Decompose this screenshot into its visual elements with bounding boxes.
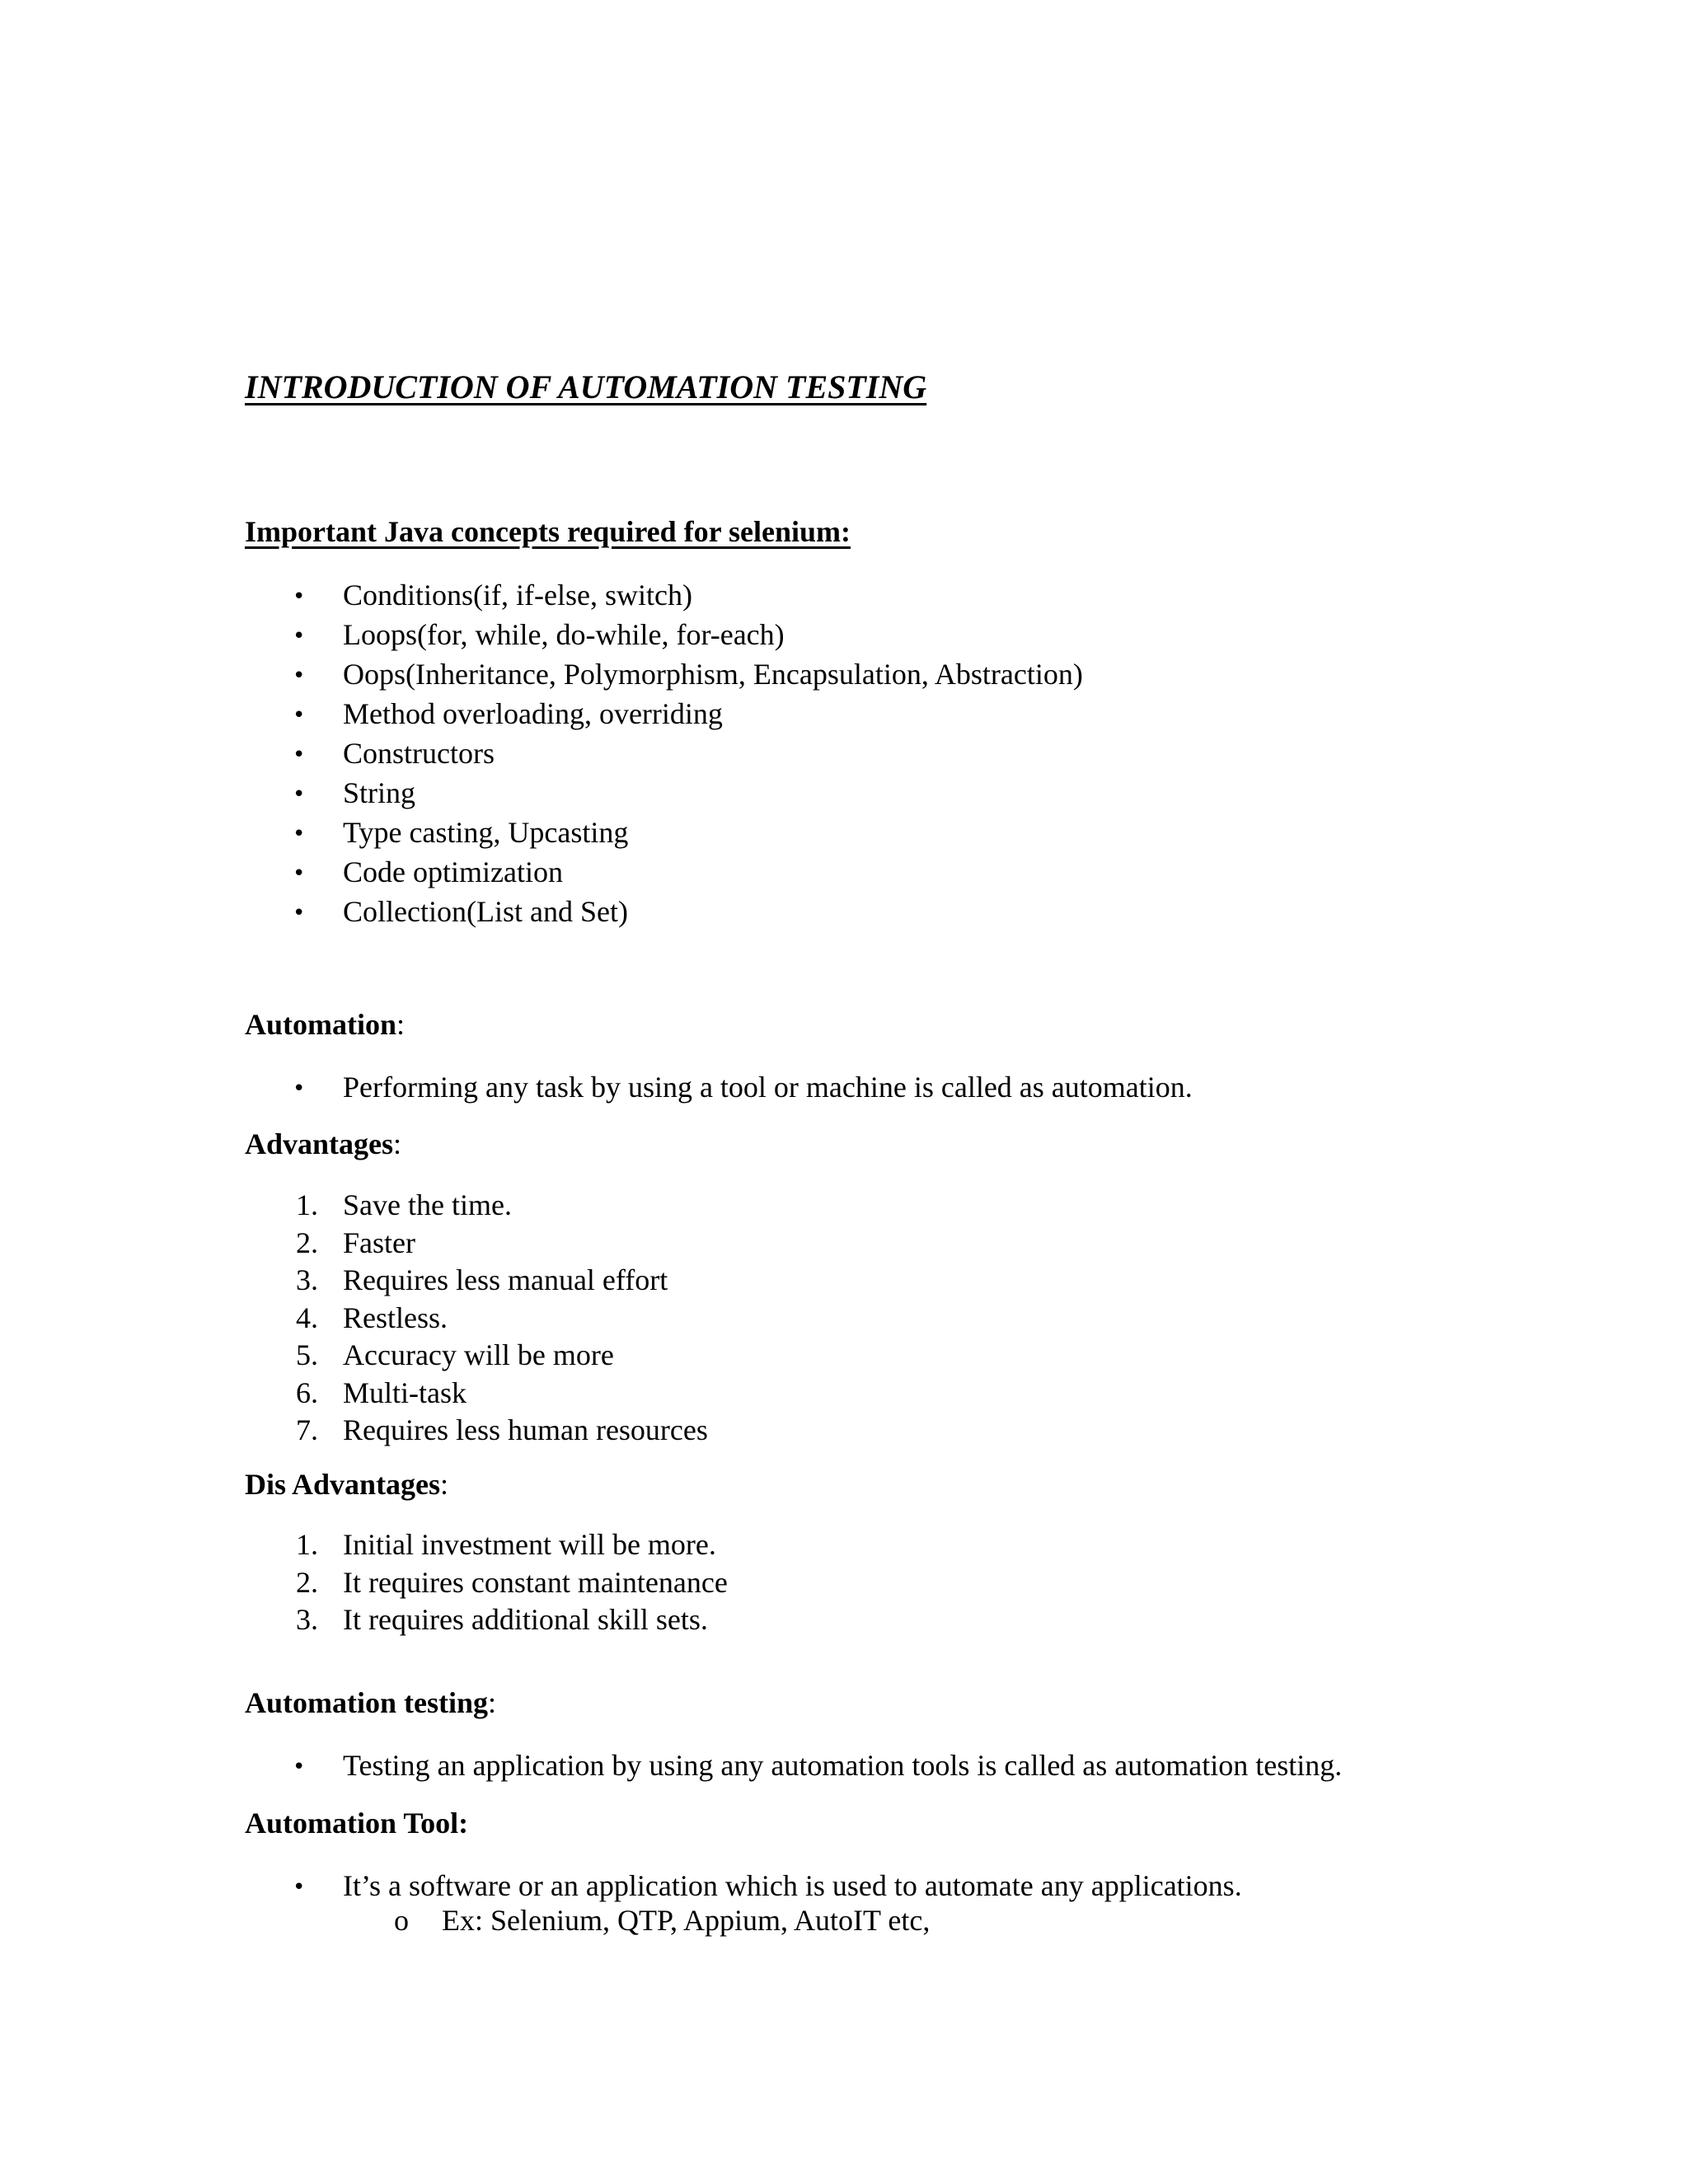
- list-number: 1.: [296, 1528, 318, 1561]
- list-number: 7.: [296, 1413, 318, 1446]
- bullet-icon: •: [293, 624, 306, 649]
- list-item: 2. It requires constant maintenance: [0, 1564, 728, 1602]
- java-concepts-list: [0, 575, 1083, 931]
- automation-testing-heading: Automation testing:: [245, 1686, 497, 1719]
- list-number: 2.: [296, 1565, 318, 1599]
- list-item: 2. Faster: [0, 1225, 708, 1263]
- list-item: • Type casting, Upcasting: [0, 813, 1083, 852]
- automation-list: [0, 1067, 1193, 1107]
- list-number: 2.: [296, 1226, 318, 1259]
- list-item: • Loops(for, while, do-while, for-each): [0, 615, 1083, 654]
- list-item: • It’s a software or an application which is used to automate any applications.: [0, 1866, 1242, 1905]
- bullet-icon: •: [293, 703, 306, 728]
- bullet-icon: •: [293, 743, 306, 767]
- list-item: o Ex: Selenium, QTP, Appium, AutoIT etc,: [0, 1900, 930, 1940]
- bullet-icon: •: [293, 584, 306, 609]
- list-item: 1. Save the time.: [0, 1187, 708, 1225]
- list-item: • Conditions(if, if-else, switch): [0, 575, 1083, 615]
- list-number: 6.: [296, 1376, 318, 1409]
- bullet-icon: •: [293, 901, 306, 926]
- automation-testing-list: [0, 1746, 1342, 1785]
- automation-heading: Automation:: [245, 1008, 406, 1041]
- list-item: 4. Restless.: [0, 1300, 708, 1338]
- list-item: • Method overloading, overriding: [0, 694, 1083, 733]
- automation-tool-sublist: [0, 1900, 930, 1940]
- list-item: 1. Initial investment will be more.: [0, 1526, 728, 1564]
- list-item: 7. Requires less human resources: [0, 1412, 708, 1450]
- list-item: • Constructors: [0, 733, 1083, 773]
- list-item: 3. Requires less manual effort: [0, 1262, 708, 1300]
- list-item: 6. Multi-task: [0, 1375, 708, 1413]
- automation-tool-heading: Automation Tool:: [245, 1807, 469, 1840]
- bullet-icon: •: [293, 782, 306, 807]
- bullet-icon: •: [293, 1076, 306, 1101]
- bullet-icon: •: [293, 1755, 306, 1779]
- advantages-list: [0, 1187, 708, 1450]
- java-concepts-heading: Important Java concepts required for selenium:: [245, 515, 851, 548]
- bullet-icon: •: [293, 1875, 306, 1900]
- list-number: 1.: [296, 1188, 318, 1221]
- list-number: 3.: [296, 1603, 318, 1636]
- page-title: INTRODUCTION OF AUTOMATION TESTING: [245, 368, 927, 405]
- list-number: 5.: [296, 1338, 318, 1371]
- list-item: • String: [0, 773, 1083, 813]
- bullet-icon: •: [293, 663, 306, 688]
- list-item: • Oops(Inheritance, Polymorphism, Encapsulation, Abstraction): [0, 654, 1083, 694]
- list-number: 3.: [296, 1263, 318, 1296]
- bullet-icon: •: [293, 822, 306, 846]
- list-item: • Testing an application by using any automation tools is called as automation testing.: [0, 1746, 1342, 1785]
- advantages-heading: Advantages:: [245, 1127, 402, 1160]
- list-item: • Performing any task by using a tool or machine is called as automation.: [0, 1067, 1193, 1107]
- list-item: 5. Accuracy will be more: [0, 1337, 708, 1375]
- bullet-icon: •: [293, 861, 306, 886]
- circle-bullet-icon: o: [394, 1904, 409, 1937]
- list-item: • Code optimization: [0, 852, 1083, 892]
- list-number: 4.: [296, 1301, 318, 1334]
- list-item: • Collection(List and Set): [0, 892, 1083, 931]
- disadvantages-heading: Dis Advantages:: [245, 1468, 449, 1501]
- list-item: 3. It requires additional skill sets.: [0, 1601, 728, 1639]
- automation-tool-list: [0, 1866, 1242, 1905]
- disadvantages-list: [0, 1526, 728, 1639]
